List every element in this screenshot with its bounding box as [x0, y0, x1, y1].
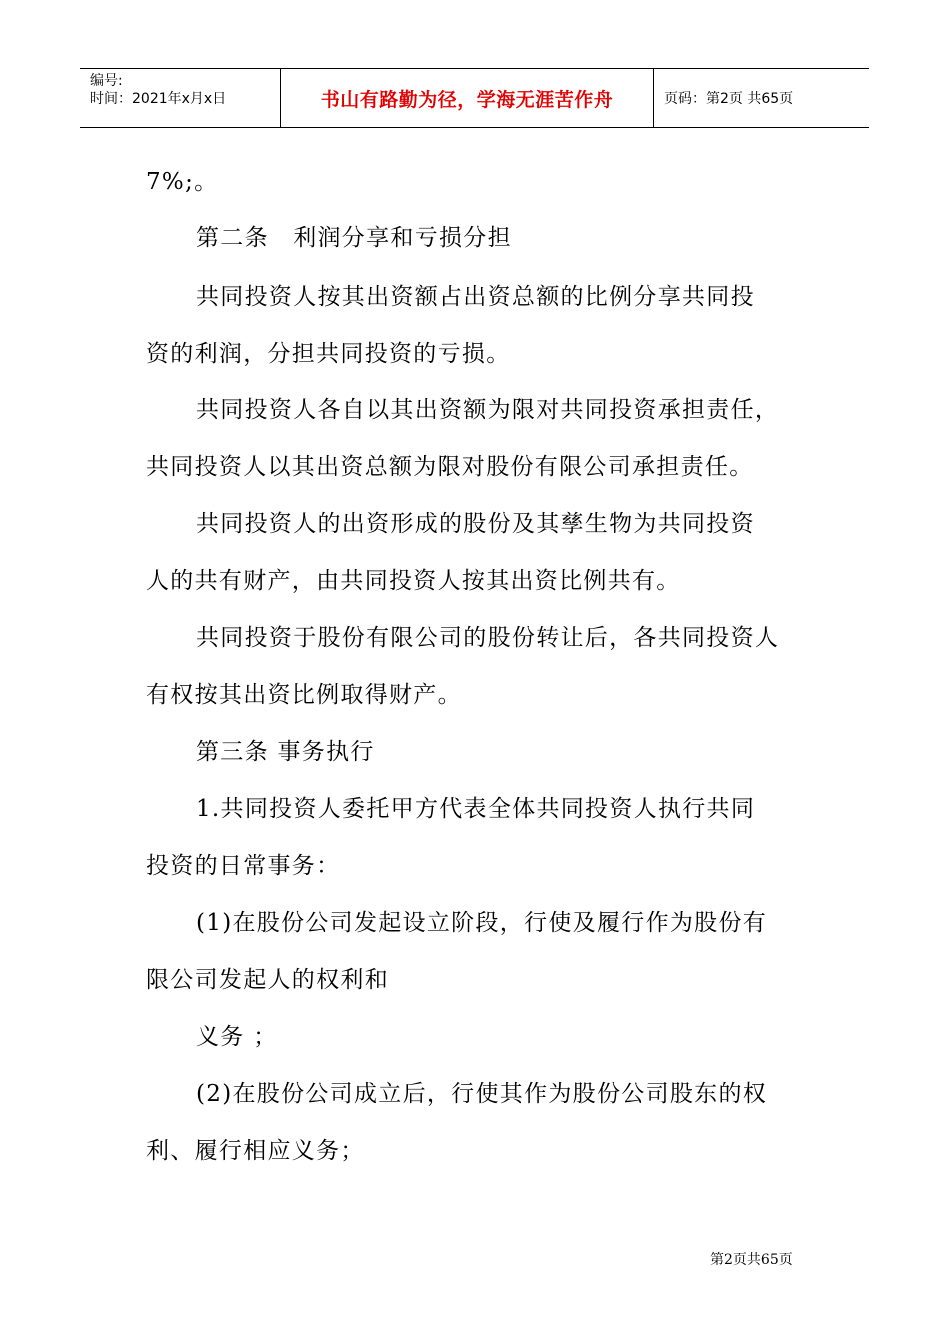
body-line: 共同投资人以其出资总额为限对股份有限公司承担责任。 — [146, 454, 754, 480]
header-page-info: 页码：第2页 共65页 — [664, 91, 794, 107]
article-heading: 第三条 事务执行 — [196, 739, 375, 765]
body-line: 人的共有财产，由共同投资人按其出资比例共有。 — [146, 568, 681, 594]
body-line: (2)在股份公司成立后，行使其作为股份公司股东的权 — [196, 1081, 768, 1107]
body-line: 资的利润，分担共同投资的亏损。 — [146, 341, 511, 367]
body-line: 1.共同投资人委托甲方代表全体共同投资人执行共同 — [196, 796, 756, 822]
header-motto: 书山有路勤为径，学海无涯苦作舟 — [281, 69, 654, 127]
body-line: 共同投资人各自以其出资额为限对共同投资承担责任， — [196, 397, 780, 423]
body-line: 义务 ； — [196, 1024, 278, 1050]
document-number-label: 编号: — [90, 73, 123, 89]
body-line: 限公司发起人的权利和 — [146, 967, 389, 993]
article-heading: 第二条 利润分享和亏损分担 — [196, 225, 512, 251]
body-line: 利、履行相应义务； — [146, 1138, 365, 1164]
document-time-label: 时间：2021年x月x日 — [90, 91, 227, 107]
page-header — [80, 68, 869, 128]
body-line: (1)在股份公司发起设立阶段，行使及履行作为股份有 — [196, 910, 768, 936]
body-line: 共同投资于股份有限公司的股份转让后，各共同投资人 — [196, 625, 780, 651]
header-meta-cell — [80, 69, 281, 127]
body-line: 7%;。 — [146, 169, 219, 195]
body-line: 有权按其出资比例取得财产。 — [146, 682, 462, 708]
body-line: 投资的日常事务： — [146, 853, 341, 879]
body-line: 共同投资人的出资形成的股份及其孳生物为共同投资 — [196, 511, 755, 537]
page-footer: 第2页共65页 — [710, 1252, 793, 1268]
body-line: 共同投资人按其出资额占出资总额的比例分享共同投 — [196, 284, 755, 310]
